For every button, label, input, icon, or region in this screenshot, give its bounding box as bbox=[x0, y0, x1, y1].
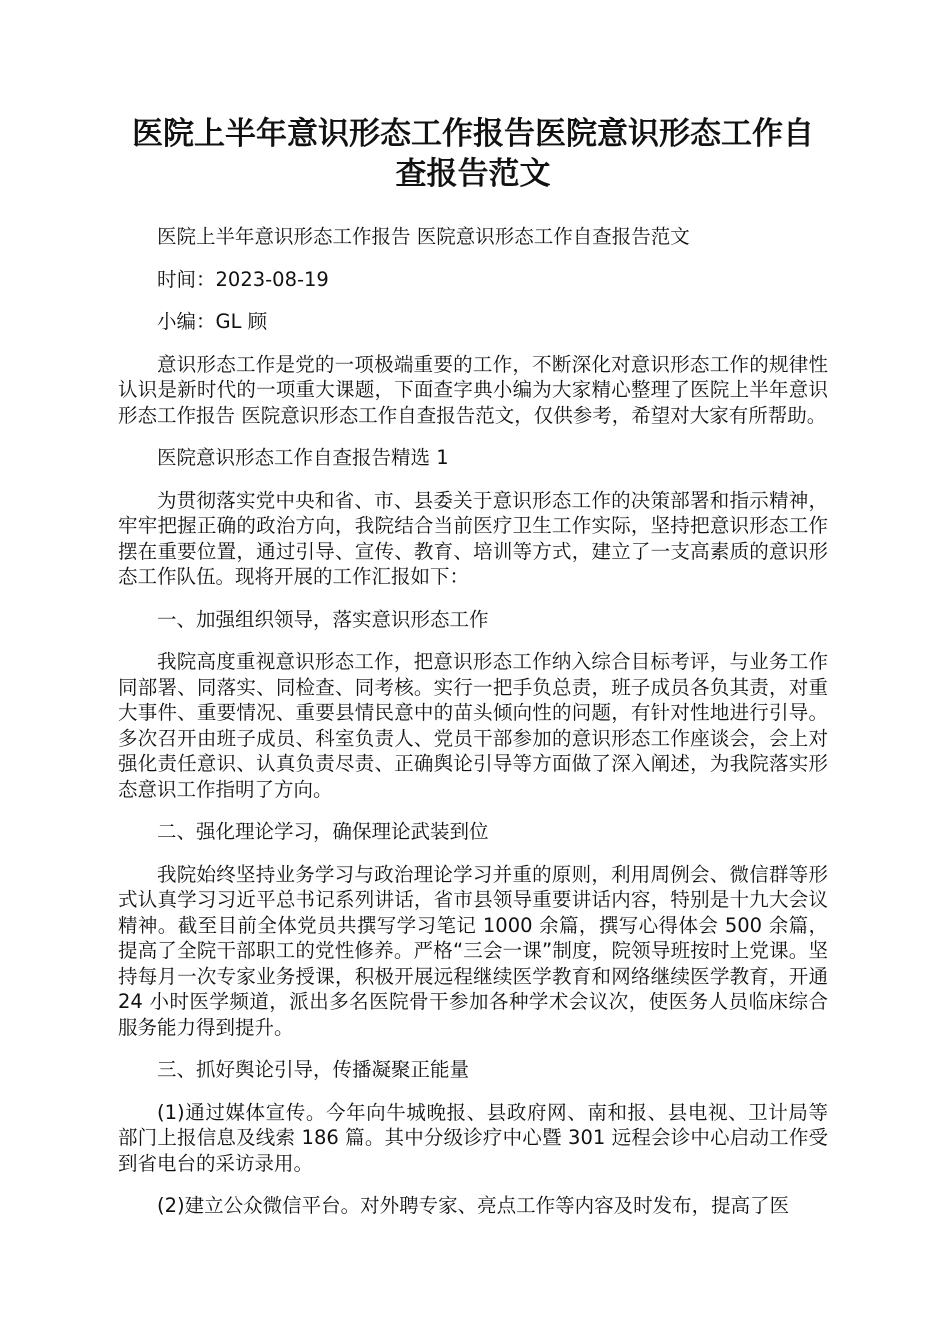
editor-line: 小编：GL 顾 bbox=[157, 310, 268, 333]
body-paragraph: 我院高度重视意识形态工作，把意识形态工作纳入综合目标考评，与业务工作同部署、同落实、同检查、同考核。实行一把手负总责，班子成员各负其责，对重大事件、重要情况、重要县情民意中的苗头倾向性的问题，有针对性地进行引导。多次召开由班子成员、科室负责人、党员干部参加的意识形态工作座谈会，会上对强化责任意识、认真负责尽责、正确舆论引导等方面做了深入阐述，为我院落实形态意识工作指明了方向。 bbox=[118, 650, 828, 801]
document-page bbox=[118, 114, 828, 1236]
body-paragraph: 我院始终坚持业务学习与政治理论学习并重的原则，利用周例会、微信群等形式认真学习习近平总书记系列讲话，省市县领导重要讲话内容，特别是十九大会议精神。截至目前全体党员共撰写学习笔记 1000 余篇，撰写心得体会 500 余篇，提高了全院干部职工的党性修养。严格“三会一课”制度，院领导班按时上党课。坚持每月一次专家业务授课，积极开展远程继续医学教育和网络继续医学教育，开通 24 小时医学频道，派出多名医院骨干参加各种学术会议次，使医务人员临床综合服务能力得到提升。 bbox=[118, 862, 828, 1039]
section-heading: 医院意识形态工作自查报告精选 1 bbox=[157, 446, 449, 469]
subtitle-line: 医院上半年意识形态工作报告 医院意识形态工作自查报告范文 bbox=[157, 225, 690, 248]
body-paragraph: (2)建立公众微信平台。对外聘专家、亮点工作等内容及时发布，提高了医 bbox=[157, 1194, 790, 1217]
document-title: 医院上半年意识形态工作报告医院意识形态工作自查报告范文 bbox=[132, 116, 814, 192]
section-heading: 二、强化理论学习，确保理论武装到位 bbox=[157, 820, 489, 843]
body-paragraph: 为贯彻落实党中央和省、市、县委关于意识形态工作的决策部署和指示精神，牢牢把握正确的政治方向，我院结合当前医疗卫生工作实际，坚持把意识形态工作摆在重要位置，通过引导、宣传、教育、培训等方式，建立了一支高素质的意识形态工作队伍。现将开展的工作汇报如下： bbox=[118, 488, 828, 588]
section-heading: 一、加强组织领导，落实意识形态工作 bbox=[157, 607, 489, 631]
body-paragraph: (1)通过媒体宣传。今年向牛城晚报、县政府网、南和报、县电视、卫计局等部门上报信息及线索 186 篇。其中分级诊疗中心暨 301 远程会诊中心启动工作受到省电台的采访录用。 bbox=[118, 1100, 828, 1175]
date-line: 时间：2023-08-19 bbox=[157, 267, 329, 291]
intro-paragraph: 意识形态工作是党的一项极端重要的工作，不断深化对意识形态工作的规律性认识是新时代的一项重大课题，下面查字典小编为大家精心整理了医院上半年意识形态工作报告 医院意识形态工作自查报告范文，仅供参考，希望对大家有所帮助。 bbox=[118, 352, 828, 427]
section-heading: 三、抓好舆论引导，传播凝聚正能量 bbox=[157, 1058, 470, 1081]
document-body bbox=[118, 224, 828, 1219]
